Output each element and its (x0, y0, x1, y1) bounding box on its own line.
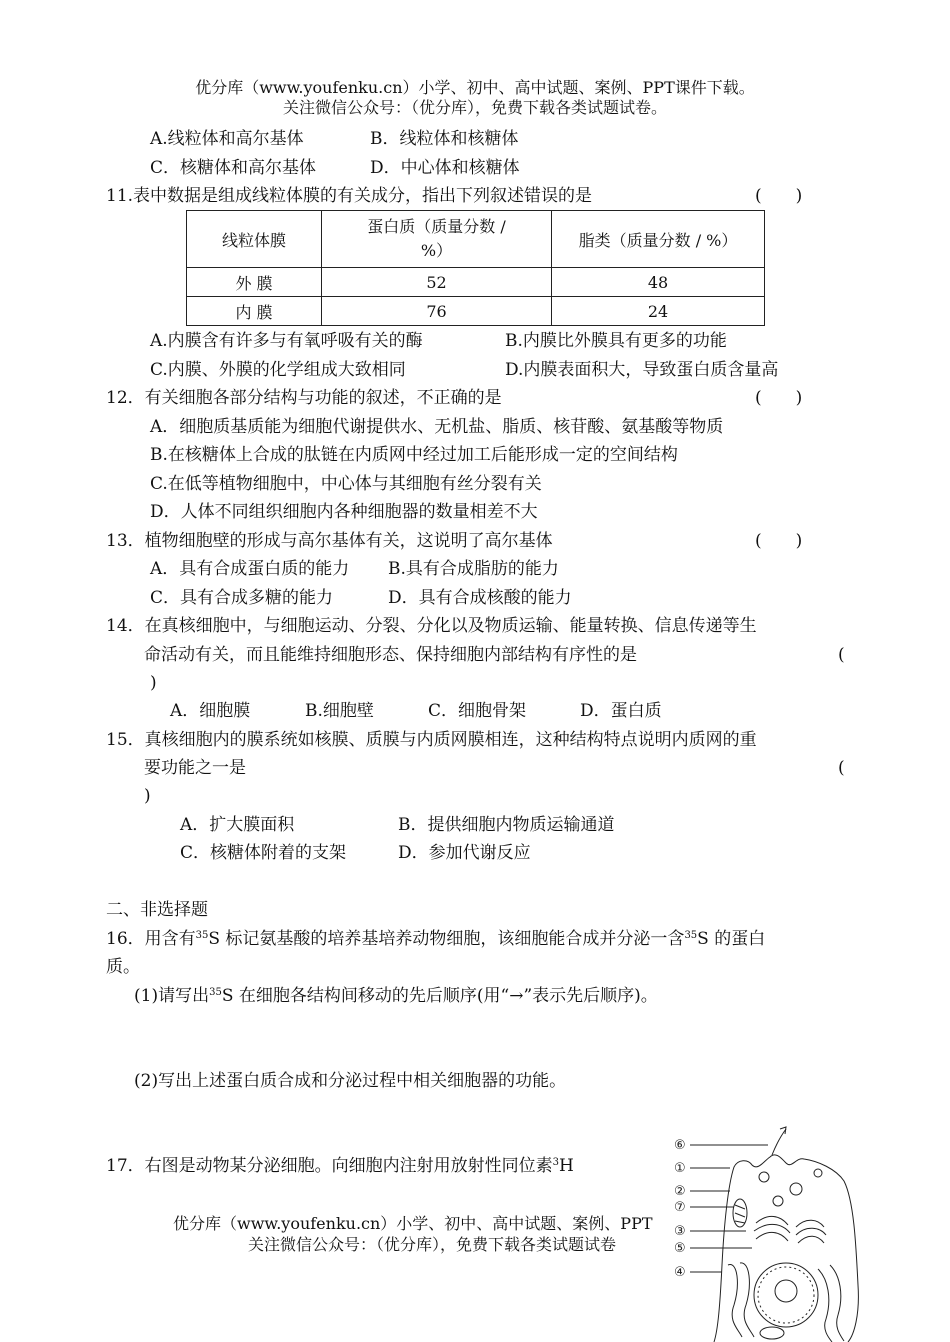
endoplasmic-reticulum (740, 1263, 754, 1337)
golgi-apparatus (754, 1216, 790, 1241)
q16-part1-text: S 在细胞各结构间移动的先后顺序(用“→”表示先后顺序)。 (221, 986, 658, 1006)
membrane-composition-table (186, 210, 765, 326)
q16-stem-line2: 质。 (106, 957, 140, 977)
q10-option-c: C．核糖体和高尔基体 (150, 158, 317, 178)
q12-bracket: ( ) (755, 388, 803, 408)
diagram-label: ⑥ (674, 1138, 686, 1153)
q16-text: 16．用含有 (106, 929, 196, 949)
q11-option-b: B.内膜比外膜具有更多的功能 (505, 331, 727, 351)
golgi-apparatus (796, 1220, 826, 1243)
endoplasmic-reticulum (728, 1265, 742, 1337)
q16-part-1 (134, 985, 658, 1007)
q16-part-2: (2)写出上述蛋白质合成和分泌过程中相关细胞器的功能。 (134, 1071, 567, 1091)
q16-superscript: 35 (684, 930, 698, 941)
vesicle (790, 1183, 802, 1195)
footer-line-1: 优分库（www.youfenku.cn）小学、初中、高中试题、案例、PPT (173, 1214, 653, 1233)
q12-option-b: B.在核糖体上合成的肽链在内质网中经过加工后能形成一定的空间结构 (150, 445, 678, 465)
footer-line-2: 关注微信公众号：（优分库），免费下载各类试题试卷 (248, 1235, 617, 1254)
diagram-label: ① (674, 1161, 686, 1176)
vesicle (814, 1169, 822, 1177)
mitochondrion (760, 1327, 784, 1339)
table-cell: 52 (322, 268, 552, 297)
q15-option-c: C．核糖体附着的支架 (180, 843, 347, 863)
vesicle (773, 1196, 783, 1206)
q11-stem: 11.表中数据是组成线粒体膜的有关成分，指出下列叙述错误的是 (106, 186, 593, 206)
nucleolus (775, 1280, 797, 1302)
q16-text: S 标记氨基酸的培养基培养动物细胞，该细胞能合成并分泌一含 (208, 929, 685, 949)
section-title-non-choice: 二、非选择题 (106, 900, 208, 920)
q13-option-d: D．具有合成核酸的能力 (388, 588, 572, 608)
q15-stem-line1: 15．真核细胞内的膜系统如核膜、质膜与内质网膜相连，这种结构特点说明内质网的重 (106, 730, 757, 750)
table-cell: 内 膜 (187, 297, 322, 326)
table-row (187, 268, 765, 297)
q15-option-b: B．提供细胞内物质运输通道 (398, 815, 615, 835)
endoplasmic-reticulum (818, 1269, 832, 1342)
q12-option-c: C.在低等植物细胞中，中心体与其细胞有丝分裂有关 (150, 474, 542, 494)
q13-option-a: A．具有合成蛋白质的能力 (150, 559, 350, 579)
q16-part1-text: (1)请写出 (134, 986, 210, 1006)
q16-superscript: 35 (195, 930, 209, 941)
q17-text: H (559, 1156, 574, 1176)
q15-bracket-open: ( (838, 758, 845, 778)
nucleus (754, 1263, 818, 1327)
q17-text: 17．右图是动物某分泌细胞。向细胞内注射用放射性同位素 (106, 1156, 553, 1176)
diagram-label: ③ (674, 1224, 686, 1239)
q12-option-a: A．细胞质基质能为细胞代谢提供水、无机盐、脂质、核苷酸、氨基酸等物质 (150, 417, 724, 437)
q16-stem-line1 (106, 928, 765, 950)
diagram-label: ⑦ (674, 1200, 686, 1215)
q14-option-d: D．蛋白质 (580, 701, 662, 721)
q10-option-a: A.线粒体和高尔基体 (150, 129, 304, 149)
q11-option-c: C.内膜、外膜的化学组成大致相同 (150, 360, 406, 380)
table-header-lipid: 脂类（质量分数 / %） (552, 211, 765, 268)
q12-stem: 12．有关细胞各部分结构与功能的叙述，不正确的是 (106, 388, 502, 408)
q13-stem: 13．植物细胞壁的形成与高尔基体有关，这说明了高尔基体 (106, 531, 553, 551)
q13-option-c: C．具有合成多糖的能力 (150, 588, 334, 608)
diagram-label: ⑤ (674, 1241, 686, 1256)
q14-stem-line2: 命活动有关，而且能维持细胞形态、保持细胞内部结构有序性的是 (144, 645, 637, 665)
q14-bracket-close: ) (150, 673, 157, 693)
table-cell: 外 膜 (187, 268, 322, 297)
q15-option-d: D．参加代谢反应 (398, 843, 531, 863)
endoplasmic-reticulum (830, 1265, 844, 1341)
header-line-2: 关注微信公众号：（优分库），免费下载各类试题试卷。 (282, 98, 667, 117)
header-line-1: 优分库（www.youfenku.cn）小学、初中、高中试题、案例、PPT课件下载。 (195, 78, 755, 97)
q12-option-d: D．人体不同组织细胞内各种细胞器的数量相差不大 (150, 502, 538, 522)
secretory-cell-diagram (668, 1115, 868, 1342)
q14-option-c: C．细胞骨架 (428, 701, 527, 721)
diagram-label: ② (674, 1184, 686, 1199)
q16-text: S 的蛋白 (697, 929, 766, 949)
q14-stem-line1: 14．在真核细胞中，与细胞运动、分裂、分化以及物质运输、能量转换、信息传递等生 (106, 616, 757, 636)
q15-stem-line2: 要功能之一是 (144, 758, 246, 778)
table-cell: 48 (552, 268, 765, 297)
q10-option-d: D．中心体和核糖体 (370, 158, 520, 178)
table-cell: 76 (322, 297, 552, 326)
q14-option-a: A．细胞膜 (170, 701, 251, 721)
q13-option-b: B.具有合成脂肪的能力 (388, 559, 559, 579)
q10-option-b: B．线粒体和核糖体 (370, 129, 519, 149)
mitochondrion-cristae (735, 1205, 745, 1223)
q14-option-b: B.细胞壁 (305, 701, 374, 721)
q16-part1-superscript: 35 (209, 987, 222, 998)
q11-option-d: D.内膜表面积大，导致蛋白质含量高 (505, 360, 779, 380)
vesicle (759, 1172, 769, 1182)
table-header-protein-line1: 蛋白质（质量分数 / (367, 217, 506, 236)
q15-option-a: A．扩大膜面积 (180, 815, 295, 835)
table-header-membrane: 线粒体膜 (187, 211, 322, 268)
q13-bracket: ( ) (755, 531, 803, 551)
q11-option-a: A.内膜含有许多与有氧呼吸有关的酶 (150, 331, 423, 351)
q14-bracket-open: ( (838, 645, 845, 665)
diagram-label: ④ (674, 1265, 686, 1280)
secretion-arrow (772, 1129, 786, 1155)
q17-stem (106, 1155, 574, 1177)
q17-superscript: 3 (552, 1157, 560, 1168)
nuclear-envelope (758, 1267, 814, 1323)
table-header-protein (322, 211, 552, 268)
table-header-protein-line2: %） (420, 241, 453, 260)
q11-bracket: ( ) (755, 186, 803, 206)
q15-bracket-close: ) (144, 786, 151, 806)
table-cell: 24 (552, 297, 765, 326)
table-row (187, 297, 765, 326)
